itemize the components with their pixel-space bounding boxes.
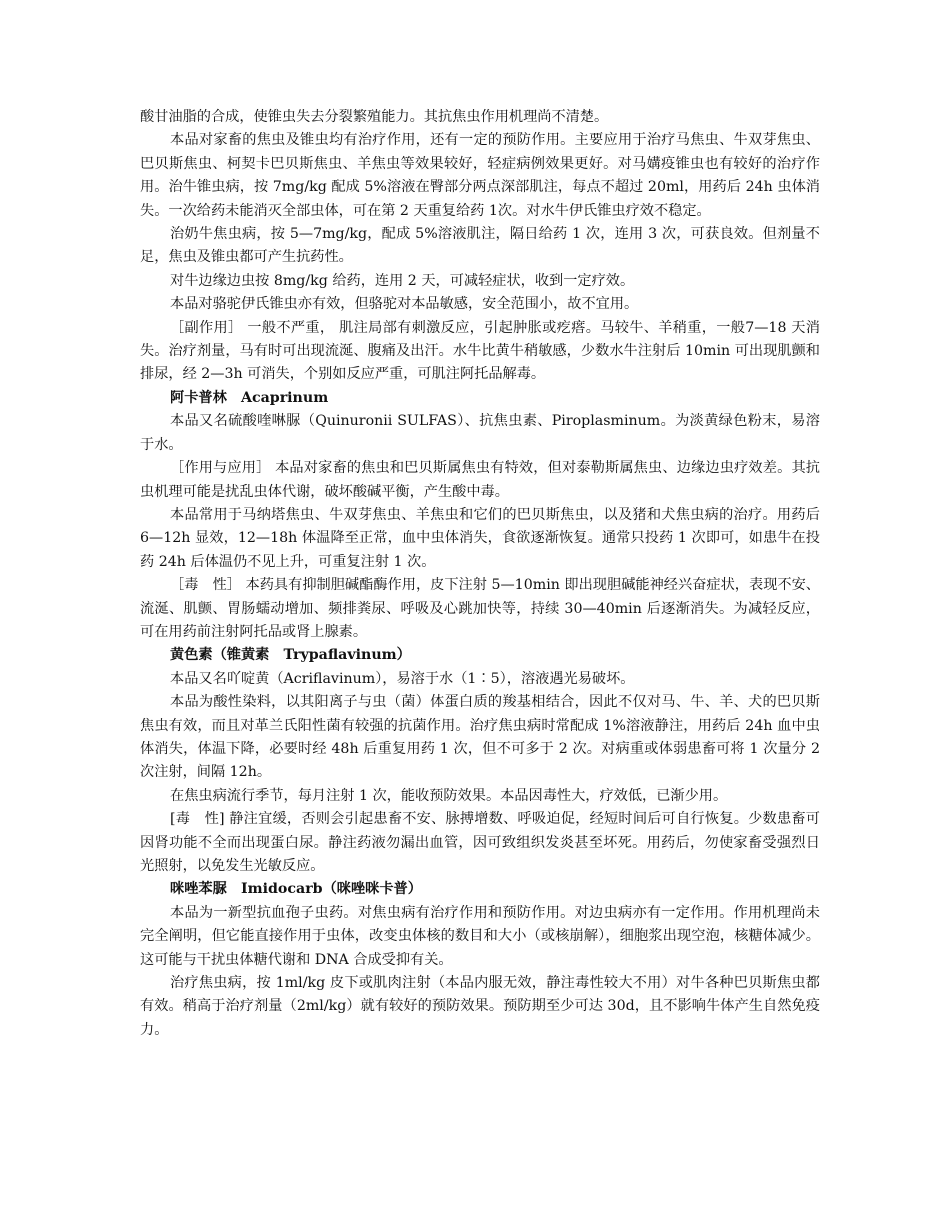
paragraph-5: 本品对骆驼伊氏锥虫亦有效，但骆驼对本品敏感，安全范围小，故不宜用。 [170, 296, 639, 313]
paragraph-12: 本品又名吖啶黄（Acriflavinum），易溶于水（1∶5），溶液遇光易破坏。 [170, 670, 635, 687]
paragraph-4: 对牛边缘边虫按 8mg/kg 给药，连用 2 天，可减轻症状，收到一定疗效。 [170, 272, 635, 289]
paragraph-3: 治奶牛焦虫病，按 5—7mg/kg，配成 5%溶液肌注，隔日给药 1 次，连用 3 次，可获良效。但剂量不足，焦虫及锥虫都可产生抗药性。 [140, 226, 820, 266]
paragraph-toxicity-1: ［毒 性］ 本药具有抑制胆碱酯酶作用，皮下注射 5—10min 即出现胆碱能神经兴奋症状，表现不安、流涎、肌颤、胃肠蠕动增加、频排粪尿、呼吸及心跳加快等，持续 30—40min 后逐渐消失。为减轻反应，可在用药前注射阿托品或肾上腺素。 [140, 577, 820, 640]
paragraph-9: 本品常用于马纳塔焦虫、牛双芽焦虫、羊焦虫和它们的巴贝斯焦虫，以及猪和犬焦虫病的治疗。用药后 6—12h 显效，12—18h 体温降至正常，血中虫体消失，食欲逐渐恢复。通常只投药 1 次即可，如患牛在投药 24h 后体温仍不见上升，可重复注射 1 次。 [140, 506, 820, 570]
heading-acaprinum: 阿卡普林 Acaprinum [170, 389, 329, 406]
heading-trypaflavinum: 黄色素（锥黄素 Trypaflavinum） [170, 647, 411, 664]
paragraph-18: 治疗焦虫病，按 1ml/kg 皮下或肌肉注射（本品内服无效，静注毒性较大不用）对牛各种巴贝斯焦虫都有效。稍高于治疗剂量（2ml/kg）就有较好的预防效果。预防期至少可达 30d，且不影响牛体产生自然免疫力。 [140, 975, 820, 1038]
paragraph-14: 在焦虫病流行季节，每月注射 1 次，能收预防效果。本品因毒性大，疗效低，已渐少用。 [170, 787, 728, 804]
document-page [140, 106, 820, 1042]
heading-imidocarb: 咪唑苯脲 Imidocarb（咪唑咪卡普） [170, 881, 422, 898]
paragraph-toxicity-2: [毒 性] 静注宜缓，否则会引起患畜不安、脉搏增数、呼吸迫促，经短时间后可自行恢复。少数患畜可因肾功能不全而出现蛋白尿。静注药液勿漏出血管，因可致组织发炎甚至坏死。用药后，勿使家畜受强烈日光照射，以免发生光敏反应。 [140, 811, 820, 874]
paragraph-side-effects: ［副作用］ 一般不严重， 肌注局部有刺激反应，引起肿胀或疙瘩。马较牛、羊稍重，一般7—18 天消失。治疗剂量，马有时可出现流涎、腹痛及出汗。水牛比黄牛稍敏感，少数水牛注射后 10min 可出现肌颤和排尿，经 2—3h 可消失，个别如反应严重，可肌注阿托品解毒。 [140, 319, 820, 383]
paragraph-1: 酸甘油脂的合成，使锥虫失去分裂繁殖能力。其抗焦虫作用机理尚不清楚。 [140, 109, 609, 125]
paragraph-action-use: ［作用与应用］ 本品对家畜的焦虫和巴贝斯属焦虫有特效，但对泰勒斯属焦虫、边缘边虫疗效差。其抗虫机理可能是扰乱虫体代谢，破坏酸碱平衡，产生酸中毒。 [140, 460, 820, 500]
paragraph-17: 本品为一新型抗血孢子虫药。对焦虫病有治疗作用和预防作用。对边虫病亦有一定作用。作用机理尚未完全阐明，但它能直接作用于虫体，改变虫体核的数目和大小（或核崩解），细胞浆出现空泡，核糖体减少。这可能与干扰虫体糖代谢和 DNA 合成受抑有关。 [140, 904, 820, 968]
paragraph-13: 本品为酸性染料，以其阳离子与虫（菌）体蛋白质的羧基相结合，因此不仅对马、牛、羊、犬的巴贝斯焦虫有效，而且对革兰氏阳性菌有较强的抗菌作用。治疗焦虫病时常配成 1%溶液静注，用药后 24h 血中虫体消失，体温下降，必要时经 48h 后重复用药 1 次，但不可多于 2 次。对病重或体弱患畜可将 1 次量分 2 次注射，间隔 12h。 [140, 694, 820, 781]
paragraph-7: 本品又名硫酸喹啉脲（Quinuronii SULFAS）、抗焦虫素、Piroplasminum。为淡黄绿色粉末，易溶于水。 [140, 413, 820, 453]
paragraph-2: 本品对家畜的焦虫及锥虫均有治疗作用，还有一定的预防作用。主要应用于治疗马焦虫、牛双芽焦虫、巴贝斯焦虫、柯契卡巴贝斯焦虫、羊焦虫等效果较好，轻症病例效果更好。对马媾疫锥虫也有较好的治疗作用。治牛锥虫病，按 7mg/kg 配成 5%溶液在臀部分两点深部肌注，每点不超过 20ml，用药后 24h 虫体消失。一次给药未能消灭全部虫体，可在第 2 天重复给药 1次。对水牛伊氏锥虫疗效不稳定。 [140, 132, 820, 219]
